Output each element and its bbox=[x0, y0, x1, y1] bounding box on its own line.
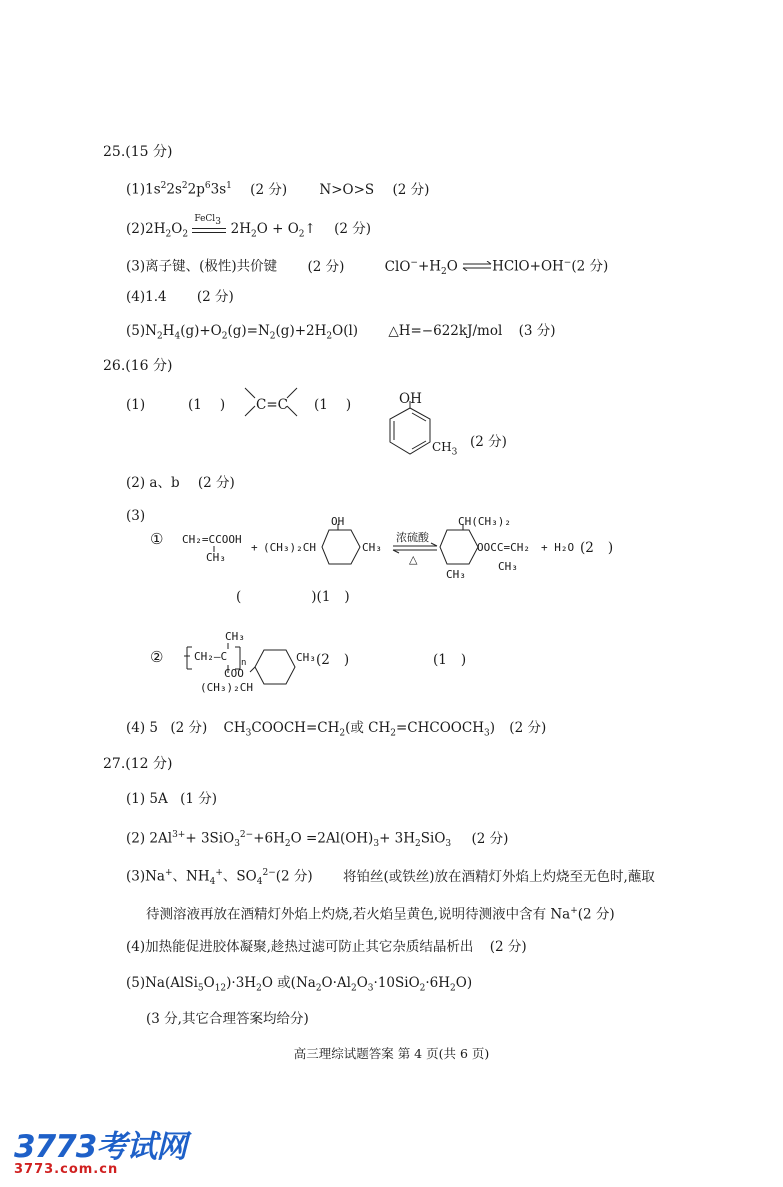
cresol-ch3 bbox=[432, 440, 457, 457]
polymer-ring bbox=[252, 648, 302, 688]
sub: 2 bbox=[182, 229, 189, 240]
text: HClO+OH bbox=[492, 258, 564, 275]
score: (2 分) bbox=[275, 868, 313, 885]
text: O bbox=[446, 258, 458, 275]
text: +6H bbox=[253, 830, 285, 847]
menthol-ring bbox=[322, 528, 364, 568]
text: (g)+O bbox=[180, 323, 222, 339]
q25-part3 bbox=[126, 254, 608, 281]
text: O) bbox=[455, 975, 473, 991]
text: O + O bbox=[256, 221, 299, 237]
score: (2 分) bbox=[250, 181, 288, 198]
menthol-isopropyl: (CH₃)₂CH bbox=[263, 541, 316, 554]
score: (2 分) bbox=[196, 289, 234, 305]
score: (2 分) bbox=[489, 939, 527, 955]
q27-part1 bbox=[126, 790, 217, 808]
product-isopropyl: CH(CH₃)₂ bbox=[458, 515, 511, 528]
q25-part5 bbox=[126, 322, 556, 346]
product-ester-methyl: CH₃ bbox=[498, 560, 518, 573]
text: (g)+2H bbox=[275, 323, 327, 339]
text: O 或(Na bbox=[261, 975, 316, 991]
water: + H₂O bbox=[541, 541, 575, 554]
q26-part4 bbox=[126, 719, 546, 743]
reaction2-paren bbox=[433, 652, 466, 668]
sub: 4 bbox=[174, 331, 181, 342]
menthol-methyl: CH₃ bbox=[362, 541, 382, 554]
text: O =2Al(OH) bbox=[290, 830, 374, 847]
text: )·3H bbox=[226, 975, 257, 991]
q26-part3-label: (3) bbox=[126, 508, 146, 524]
reaction1-score bbox=[580, 540, 613, 556]
text: ) bbox=[460, 652, 467, 668]
ring bbox=[390, 408, 430, 454]
sub: 2 bbox=[326, 331, 333, 342]
sup: + bbox=[164, 868, 173, 878]
q27-part5 bbox=[126, 974, 472, 998]
sub: 2 bbox=[221, 331, 228, 342]
condition-heat: △ bbox=[409, 553, 418, 566]
q27-part3-cont bbox=[146, 902, 615, 924]
reaction1-paren bbox=[236, 589, 350, 605]
text: + 3SiO bbox=[185, 830, 235, 847]
text: (2 bbox=[580, 540, 594, 556]
bond bbox=[287, 388, 297, 398]
polymer-methyl: CH₃ bbox=[225, 630, 245, 643]
logo-brand: 3773考试网 bbox=[14, 1129, 187, 1165]
text: (1 bbox=[314, 397, 328, 413]
text: 、SO bbox=[222, 868, 257, 885]
text: (2) 2Al bbox=[126, 830, 173, 847]
sup: + bbox=[570, 906, 578, 916]
sup: 2 bbox=[181, 181, 188, 191]
text: =CHCOOCH bbox=[396, 720, 484, 736]
text: (1) 5A bbox=[126, 791, 168, 807]
sub: 2 bbox=[165, 229, 172, 240]
text: ) bbox=[219, 397, 226, 413]
sub: 12 bbox=[214, 983, 227, 994]
sub: 2 bbox=[298, 229, 305, 240]
ring bbox=[255, 650, 295, 684]
text: ( bbox=[236, 589, 242, 605]
sub: 3 bbox=[483, 728, 490, 739]
logo-url: 3773.com.cn bbox=[14, 1162, 119, 1177]
sub: 3 bbox=[373, 839, 380, 850]
text: CH bbox=[223, 720, 246, 736]
text: (或 CH bbox=[345, 720, 391, 736]
sub: 2 bbox=[419, 983, 426, 994]
flame-test-text: 将铂丝(或铁丝)放在酒精灯外焰上灼烧至无色时,蘸取 bbox=[342, 868, 655, 885]
text: )(1 bbox=[311, 589, 331, 605]
sup: 1 bbox=[226, 181, 232, 191]
cresol-oh: OH bbox=[399, 391, 422, 407]
electronegativity-order: N>O>S bbox=[319, 181, 375, 198]
polymer-ring-methyl: CH₃ bbox=[296, 651, 316, 664]
q25-part4 bbox=[126, 288, 234, 306]
text: O bbox=[203, 975, 215, 991]
text: (g)=N bbox=[227, 323, 270, 339]
text: O bbox=[171, 221, 183, 237]
q27-part3 bbox=[126, 864, 655, 891]
score: (2 分) bbox=[471, 830, 509, 847]
q25-part2 bbox=[126, 214, 372, 244]
sub: 4 bbox=[256, 877, 263, 888]
score: (2 分) bbox=[197, 475, 235, 491]
text: ClO bbox=[384, 258, 411, 275]
text: O bbox=[356, 975, 368, 991]
q25-part1 bbox=[126, 177, 429, 199]
reaction2-number: ② bbox=[150, 648, 164, 666]
ring bbox=[440, 530, 478, 564]
text: 2p bbox=[187, 181, 205, 198]
text: (1)1s bbox=[126, 181, 161, 198]
text: ) bbox=[489, 720, 495, 736]
score: (2 分) bbox=[577, 906, 615, 923]
ring bbox=[322, 530, 360, 564]
q27-part5-note: (3 分,其它合理答案均给分) bbox=[146, 1011, 309, 1027]
polymer-chain: CH₂—C bbox=[194, 650, 228, 663]
text: FeCl bbox=[194, 214, 216, 224]
sup: − bbox=[410, 258, 418, 268]
q26-part1-paren1 bbox=[188, 397, 225, 413]
product-ring bbox=[440, 528, 480, 568]
equilibrium-arrow-icon bbox=[462, 261, 492, 271]
text: (5)N bbox=[126, 323, 157, 339]
gas-arrow-icon: ↑ bbox=[304, 221, 316, 237]
reversible-arrow-icon bbox=[393, 543, 437, 553]
menthol-oh: OH bbox=[331, 515, 345, 528]
q26-header: 26.(16 分) bbox=[103, 358, 173, 374]
text: 2s bbox=[166, 181, 182, 198]
sub: 3 bbox=[445, 839, 452, 850]
text: CH bbox=[432, 440, 452, 454]
sub: 2 bbox=[251, 229, 257, 240]
score: (3 分) bbox=[518, 323, 556, 339]
text: (2)2H bbox=[126, 221, 166, 237]
text: (5)Na(AlSi bbox=[126, 975, 198, 991]
sub: 2 bbox=[269, 331, 276, 342]
sup: + bbox=[215, 868, 223, 878]
condition-acid: 浓硫酸 bbox=[396, 531, 429, 544]
text: ·10SiO bbox=[373, 975, 420, 991]
text: (4)1.4 bbox=[126, 289, 167, 305]
sub: 2 bbox=[390, 728, 396, 739]
text: COOCH=CH bbox=[251, 720, 340, 736]
reaction1-number: ① bbox=[150, 530, 164, 548]
reaction2-score bbox=[316, 652, 349, 668]
sub: 2 bbox=[256, 983, 262, 994]
q27-part2 bbox=[126, 826, 508, 853]
site-logo[interactable] bbox=[14, 1121, 186, 1177]
sub: 3 bbox=[451, 447, 458, 458]
text: ) bbox=[344, 589, 350, 605]
bond bbox=[412, 413, 426, 421]
text: 3s bbox=[210, 181, 227, 198]
sub: 2 bbox=[350, 983, 357, 994]
score: (2 分) bbox=[509, 720, 547, 736]
sub: 5 bbox=[197, 983, 204, 994]
score: (2 分) bbox=[392, 181, 430, 198]
text: (2) a、b bbox=[126, 475, 180, 491]
score: (2 分) bbox=[334, 221, 372, 237]
text: (3)Na bbox=[126, 868, 165, 885]
text: (3)离子键、(极性)共价键 bbox=[126, 258, 278, 275]
polymer-n: n bbox=[241, 658, 247, 668]
sup: 3+ bbox=[172, 830, 186, 840]
bond bbox=[245, 406, 255, 416]
bond bbox=[245, 388, 255, 398]
sup: 2 bbox=[160, 181, 167, 191]
cresol-ring bbox=[385, 405, 435, 461]
enthalpy: △H=−622kJ/mol bbox=[388, 323, 503, 339]
sub: 2 bbox=[339, 728, 346, 739]
text: ·6H bbox=[425, 975, 451, 991]
catalyst-equals bbox=[192, 214, 226, 233]
q25-header: 25.(15 分) bbox=[103, 144, 173, 160]
product-ester: OOCC=CH₂ bbox=[477, 541, 530, 554]
sub: 2 bbox=[415, 839, 421, 850]
sub: 2 bbox=[156, 331, 163, 342]
methacrylic-acid-methyl: CH₃ bbox=[206, 551, 226, 564]
q27-part4 bbox=[126, 938, 527, 956]
q27-header: 27.(12 分) bbox=[103, 756, 173, 772]
bond-line bbox=[213, 546, 217, 552]
score: (2 分) bbox=[170, 720, 208, 736]
page-footer: 高三理综试题答案 第 4 页(共 6 页) bbox=[293, 1046, 490, 1061]
text: ) bbox=[607, 540, 614, 556]
text: (2 bbox=[316, 652, 330, 668]
text: + 3H bbox=[379, 830, 416, 847]
polymer-isopropyl: (CH₃)₂CH bbox=[200, 681, 253, 694]
sup: 6 bbox=[204, 181, 211, 191]
score: (2 分) bbox=[307, 258, 345, 275]
sub: 3 bbox=[215, 216, 221, 227]
sub: 2 bbox=[315, 983, 322, 994]
sub: 3 bbox=[234, 839, 240, 850]
text: (4)加热能促进胶体凝聚,趁热过滤可防止其它杂质结晶析出 bbox=[126, 939, 474, 955]
text: ) bbox=[343, 652, 350, 668]
text: (4) 5 bbox=[126, 720, 159, 736]
text: H bbox=[162, 323, 175, 339]
catalyst-label bbox=[194, 210, 221, 231]
sup: 2− bbox=[239, 830, 254, 840]
text: 2H bbox=[230, 221, 252, 237]
alkene-cc: C=C bbox=[256, 397, 288, 413]
text: O·Al bbox=[321, 975, 351, 991]
polymer-ester: COO bbox=[224, 667, 244, 680]
bond bbox=[412, 441, 426, 449]
sub: 2 bbox=[450, 983, 456, 994]
q26-part1-paren2 bbox=[314, 397, 351, 413]
product-ring-methyl: CH₃ bbox=[446, 568, 466, 581]
q26-part1-score: (2 分) bbox=[470, 434, 507, 450]
sup: 2− bbox=[262, 868, 276, 878]
plus-sign: + bbox=[251, 541, 258, 554]
flame-test-text: 待测溶液再放在酒精灯外焰上灼烧,若火焰呈黄色,说明待测液中含有 Na bbox=[146, 906, 571, 923]
text: 、NH bbox=[172, 868, 210, 885]
sub: 3 bbox=[367, 983, 374, 994]
methacrylic-acid: CH₂=CCOOH bbox=[182, 533, 242, 546]
sub: 2 bbox=[441, 267, 447, 278]
text: O(l) bbox=[332, 323, 359, 339]
score: (2 分) bbox=[571, 258, 609, 275]
equilibrium-arrow-svg bbox=[462, 261, 492, 271]
text: (1 bbox=[188, 397, 202, 413]
sub: 2 bbox=[284, 839, 291, 850]
text: SiO bbox=[420, 830, 446, 847]
sub: 4 bbox=[209, 877, 216, 888]
q26-part1-label: (1) bbox=[126, 397, 146, 413]
sub: 3 bbox=[245, 728, 252, 739]
text: (1 bbox=[433, 652, 447, 668]
text: +H bbox=[417, 258, 442, 275]
sup: − bbox=[563, 258, 572, 268]
text: ) bbox=[345, 397, 352, 413]
score: (1 分) bbox=[180, 791, 217, 807]
q26-part2 bbox=[126, 474, 235, 492]
bond bbox=[287, 406, 297, 416]
